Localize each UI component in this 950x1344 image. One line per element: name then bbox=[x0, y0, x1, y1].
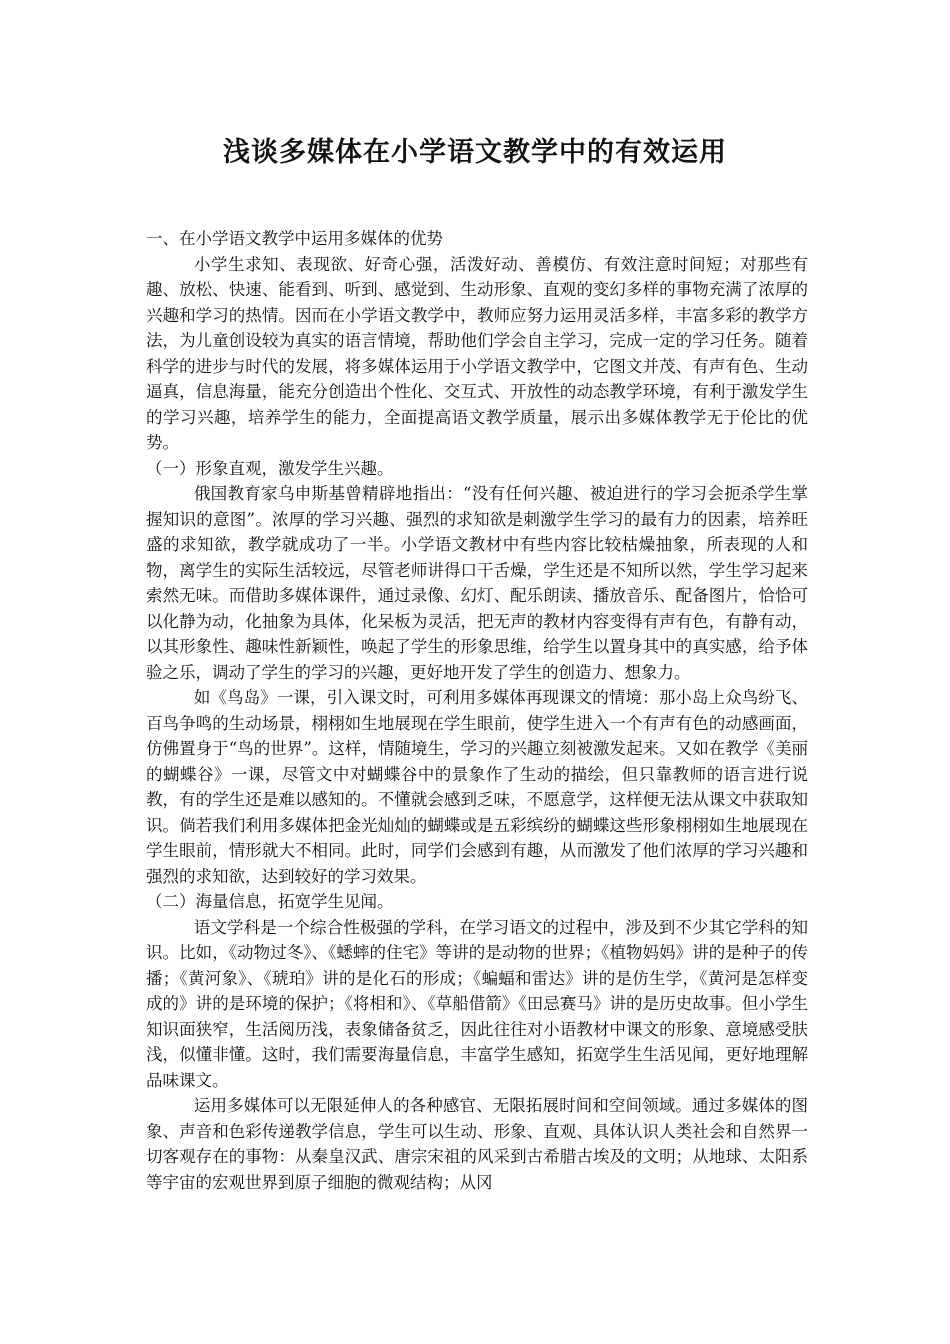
paragraph-3: 如《鸟岛》一课，引入课文时，可利用多媒体再现课文的情境：那小岛上众鸟纷飞、百鸟争鸣的生动场景，栩栩如生地展现在学生眼前，使学生进入一个有声有色的动感画面，仿佛置身于“鸟的世界”。这样，情随境生，学习的兴趣立刻被激发起来。又如在教学《美丽的蝴蝶谷》一课，尽管文中对蝴蝶谷中的景象作了生动的描绘，但只靠教师的语言进行说教，有的学生还是难以感知的。不懂就会感到乏味，不愿意学，这样便无法从课文中获取知识。倘若我们利用多媒体把金光灿灿的蝴蝶或是五彩缤纷的蝴蝶这些形象栩栩如生地展现在学生眼前，情形就大不相同。此时，同学们会感到有趣，从而激发了他们浓厚的学习兴趣和强烈的求知欲，达到较好的学习效果。 bbox=[146, 688, 808, 886]
subsection-heading-1: （一）形象直观，激发学生兴趣。 bbox=[146, 458, 394, 478]
paragraph-2: 俄国教育家乌申斯基曾精辟地指出：“没有任何兴趣、被迫进行的学习会扼杀学生掌握知识的意图”。浓厚的学习兴趣、强烈的求知欲是刺激学生学习的最有力的因素，培养旺盛的求知欲，教学就成功了一半。小学语文教材中有些内容比较枯燥抽象，所表现的人和物，离学生的实际生活较远，尽管老师讲得口干舌燥，学生还是不知所以然，学生学习起来索然无味。而借助多媒体课件，通过录像、幻灯、配乐朗读、播放音乐、配备图片，恰恰可以化静为动，化抽象为具体，化呆板为灵活，把无声的教材内容变得有声有色，有静有动，以其形象性、趣味性新颖性，唤起了学生的形象思维，给学生以置身其中的真实感，给予体验之乐，调动了学生的学习的兴趣，更好地开发了学生的创造力、想象力。 bbox=[146, 484, 808, 682]
paragraph-1: 小学生求知、表现欲、好奇心强，活泼好动、善模仿、有效注意时间短；对那些有趣、放松、快速、能看到、听到、感觉到、生动形象、直观的变幻多样的事物充满了浓厚的兴趣和学习的热情。因而在小学语文教学中，教师应努力运用灵活多样，丰富多彩的教学方法，为儿童创设较为真实的语言情境，帮助他们学会自主学习，完成一定的学习任务。随着科学的进步与时代的发展，将多媒体运用于小学语文教学中，它图文并茂、有声有色、生动逼真，信息海量，能充分创造出个性化、交互式、开放性的动态教学环境，有利于激发学生的学习兴趣，培养学生的能力，全面提高语文教学质量，展示出多媒体教学无于伦比的优势。 bbox=[146, 254, 808, 452]
subsection-heading-2: （二）海量信息，拓宽学生见闻。 bbox=[146, 892, 394, 911]
section-heading-1: 一、在小学语文教学中运用多媒体的优势 bbox=[146, 229, 443, 248]
document-title: 浅谈多媒体在小学语文教学中的有效运用 bbox=[223, 137, 727, 168]
paragraph-5: 运用多媒体可以无限延伸人的各种感官、无限拓展时间和空间领域。通过多媒体的图象、声音和色彩传递教学信息，学生可以生动、形象、直观、具体认识人类社会和自然界一切客观存在的事物：从秦皇汉武、唐宗宋祖的风采到古希腊古埃及的文明；从地球、太阳系等宇宙的宏观世界到原子细胞的微观结构；从冈 bbox=[146, 1096, 808, 1192]
document-body bbox=[146, 226, 808, 1195]
paragraph-4: 语文学科是一个综合性极强的学科，在学习语文的过程中，涉及到不少其它学科的知识。比如，《动物过冬》、《蟋蟀的住宅》等讲的是动物的世界；《植物妈妈》讲的是种子的传播；《黄河象》、《琥珀》讲的是化石的形成；《蝙蝠和雷达》讲的是仿生学，《黄河是怎样变成的》讲的是环境的保护；《将相和》、《草船借箭》《田忌赛马》讲的是历史故事。但小学生知识面狭窄，生活阅历浅，表象储备贫乏，因此往往对小语教材中课文的形象、意境感受肤浅，似懂非懂。这时，我们需要海量信息，丰富学生感知，拓宽学生生活见闻，更好地理解品味课文。 bbox=[146, 917, 808, 1090]
